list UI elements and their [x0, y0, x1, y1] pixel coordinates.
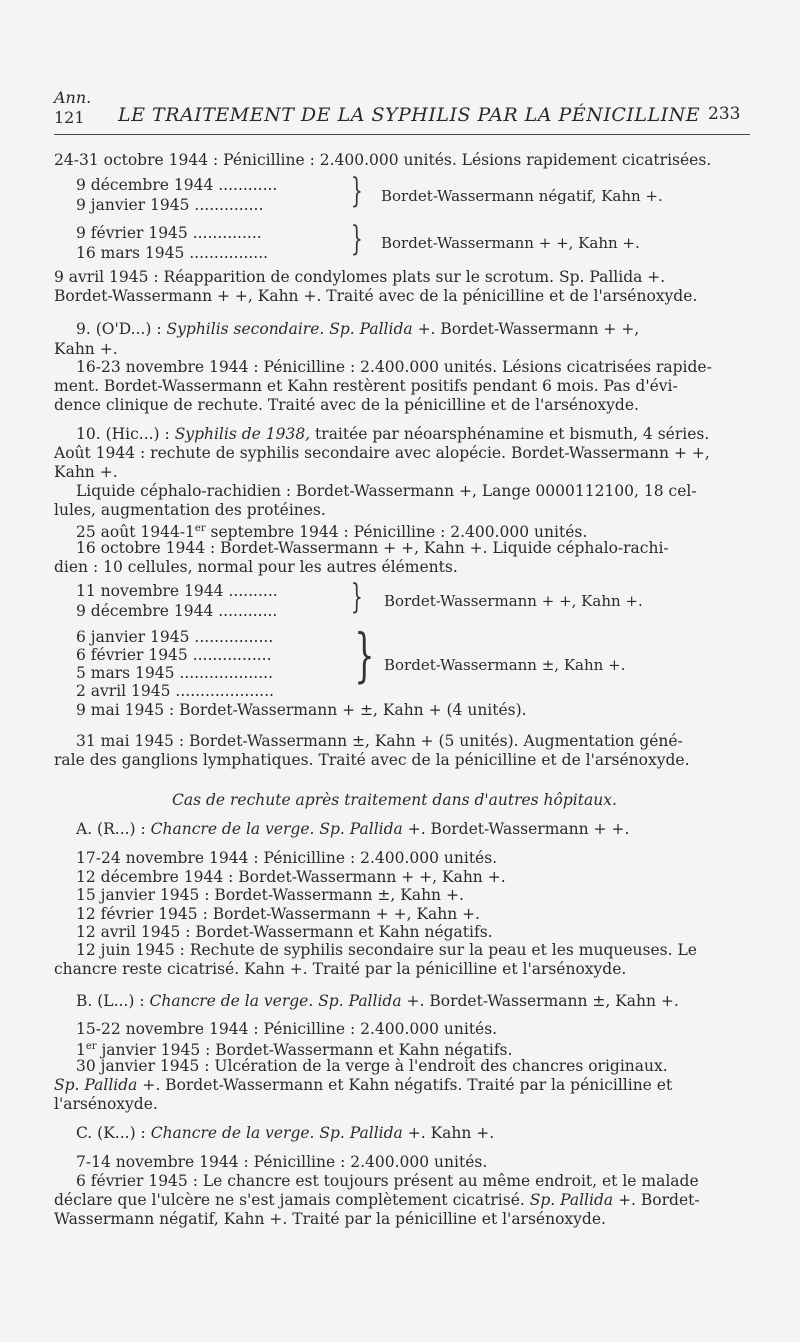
date-entry: 6 février 1945 ................ — [76, 646, 272, 664]
case-number: A. (R...) : — [76, 820, 151, 838]
paragraph-line — [76, 1038, 512, 1059]
ordinal-superscript: er — [85, 1041, 97, 1052]
grouped-result: Bordet-Wassermann + +, Kahn +. — [384, 592, 643, 610]
date-entry: 9 février 1945 .............. — [76, 224, 262, 242]
date-entry: 11 novembre 1944 .......... — [76, 582, 278, 600]
case-heading — [76, 425, 709, 443]
case-heading — [76, 1124, 494, 1142]
case-heading — [76, 320, 639, 338]
line-part: +. Bordet- — [613, 1191, 700, 1209]
date-entry: 5 mars 1945 ................... — [76, 664, 274, 682]
case-diagnosis: Syphilis de 1938, — [174, 425, 311, 443]
paragraph-line: 15-22 novembre 1944 : Pénicilline : 2.400.000 unités. — [76, 1020, 498, 1038]
page-number: 233 — [708, 104, 741, 124]
paragraph-line: Bordet-Wassermann + +, Kahn +. Traité avec de la pénicilline et de l'arsénoxyde. — [54, 287, 698, 305]
grouping-brace: } — [350, 219, 363, 259]
paragraph-line: Wassermann négatif, Kahn +. Traité par la pénicilline et l'arsénoxyde. — [54, 1210, 606, 1228]
case-number: C. (K...) : — [76, 1124, 151, 1142]
paragraph-line — [54, 1076, 672, 1094]
paragraph-line: rale des ganglions lymphatiques. Traité avec de la pénicilline et de l'arsénoxyde. — [54, 751, 690, 769]
running-title: LE TRAITEMENT DE LA SYPHILIS PAR LA PÉNICILLINE — [118, 104, 701, 126]
section-title: Cas de rechute après traitement dans d'autres hôpitaux. — [172, 791, 617, 809]
paragraph-line: 17-24 novembre 1944 : Pénicilline : 2.400.000 unités. — [76, 849, 498, 867]
line-part: Sp. Pallida — [529, 1191, 614, 1209]
paragraph-line — [54, 1191, 700, 1209]
paragraph-line: 9 avril 1945 : Réapparition de condylomes plats sur le scrotum. Sp. Pallida +. — [54, 268, 666, 286]
case-serology: +. Bordet-Wassermann ±, Kahn +. — [401, 992, 679, 1010]
date-entry: 16 mars 1945 ................ — [76, 244, 269, 262]
paragraph-line: 15 janvier 1945 : Bordet-Wassermann ±, Kahn +. — [76, 886, 464, 904]
paragraph-line: 9 mai 1945 : Bordet-Wassermann + ±, Kahn + (4 unités). — [76, 701, 527, 719]
paragraph-line: ment. Bordet-Wassermann et Kahn restèrent positifs pendant 6 mois. Pas d'évi- — [54, 377, 678, 395]
case-diagnosis: Chancre de la verge. Sp. Pallida — [150, 820, 403, 838]
paragraph-line: Août 1944 : rechute de syphilis secondaire avec alopécie. Bordet-Wassermann + +, — [54, 444, 710, 462]
paragraph-line: lules, augmentation des protéines. — [54, 501, 326, 519]
grouping-brace: } — [350, 577, 363, 617]
paragraph-line: 16-23 novembre 1944 : Pénicilline : 2.400.000 unités. Lésions cicatrisées rapide- — [76, 358, 712, 376]
line-part: +. Bordet-Wassermann et Kahn négatifs. Traité par la pénicilline et — [137, 1076, 673, 1094]
paragraph-line: 12 février 1945 : Bordet-Wassermann + +, Kahn +. — [76, 905, 481, 923]
date-entry: 9 décembre 1944 ............ — [76, 602, 278, 620]
line-part: septembre 1944 : Pénicilline : 2.400.000 unités. — [205, 523, 588, 542]
paragraph-line: Kahn +. — [54, 340, 118, 358]
paragraph-line: 12 juin 1945 : Rechute de syphilis secondaire sur la peau et les muqueuses. Le — [76, 941, 697, 959]
paragraph-line: 24-31 octobre 1944 : Pénicilline : 2.400.000 unités. Lésions rapidement cicatrisées. — [54, 151, 712, 169]
grouped-result: Bordet-Wassermann ±, Kahn +. — [384, 656, 626, 674]
case-heading — [76, 820, 629, 838]
paragraph-line: 16 octobre 1944 : Bordet-Wassermann + +, Kahn +. Liquide céphalo-rachi- — [76, 539, 669, 557]
paragraph-line: 7-14 novembre 1944 : Pénicilline : 2.400.000 unités. — [76, 1153, 488, 1171]
date-entry: 9 décembre 1944 ............ — [76, 176, 278, 194]
grouping-brace: } — [350, 171, 363, 211]
paragraph-line: l'arsénoxyde. — [54, 1095, 158, 1113]
case-number: B. (L...) : — [76, 992, 150, 1010]
line-part: janvier 1945 : Bordet-Wassermann et Kahn négatifs. — [96, 1041, 513, 1060]
paragraph-line: 6 février 1945 : Le chancre est toujours présent au même endroit, et le malade — [76, 1172, 699, 1190]
case-diagnosis: Syphilis secondaire. Sp. Pallida — [166, 320, 413, 338]
paragraph-line: 12 décembre 1944 : Bordet-Wassermann + +, Kahn +. — [76, 868, 506, 886]
case-heading — [76, 992, 679, 1010]
case-number: 9. (O'D...) : — [76, 320, 167, 338]
journal-abbreviation: Ann. — [54, 88, 92, 107]
line-part: déclare que l'ulcère ne s'est jamais complètement cicatrisé. — [54, 1191, 530, 1209]
line-part: Sp. Pallida — [54, 1076, 138, 1094]
paragraph-line: Kahn +. — [54, 463, 118, 481]
date-entry: 9 janvier 1945 .............. — [76, 196, 264, 214]
case-treatment: traitée par néoarsphénamine et bismuth, 4 séries. — [310, 425, 710, 443]
paragraph-line: chancre reste cicatrisé. Kahn +. Traité par la pénicilline et l'arsénoxyde. — [54, 960, 627, 978]
case-serology: +. Bordet-Wassermann + +, — [412, 320, 640, 338]
paragraph-line: dence clinique de rechute. Traité avec de la pénicilline et de l'arsénoxyde. — [54, 396, 639, 414]
left-page-reference: 121 — [54, 108, 85, 127]
case-serology: +. Bordet-Wassermann + +. — [402, 820, 630, 838]
case-diagnosis: Chancre de la verge. Sp. Pallida — [149, 992, 402, 1010]
date-entry: 2 avril 1945 .................... — [76, 682, 274, 700]
case-serology: +. Kahn +. — [402, 1124, 495, 1142]
grouped-result: Bordet-Wassermann + +, Kahn +. — [381, 234, 640, 252]
case-diagnosis: Chancre de la verge. Sp. Pallida — [150, 1124, 403, 1142]
paragraph-line: 30 janvier 1945 : Ulcération de la verge à l'endroit des chancres originaux. — [76, 1057, 668, 1075]
ordinal-superscript: er — [194, 523, 206, 534]
header-rule — [54, 134, 750, 135]
paragraph-line: 12 avril 1945 : Bordet-Wassermann et Kahn négatifs. — [76, 923, 493, 941]
case-number: 10. (Hic...) : — [76, 425, 175, 443]
paragraph-line: Liquide céphalo-rachidien : Bordet-Wassermann +, Lange 0000112100, 18 cel- — [76, 482, 697, 500]
paragraph-line: dien : 10 cellules, normal pour les autres éléments. — [54, 558, 458, 576]
grouped-result: Bordet-Wassermann négatif, Kahn +. — [381, 187, 663, 205]
paragraph-line: 31 mai 1945 : Bordet-Wassermann ±, Kahn + (5 unités). Augmentation géné- — [76, 732, 683, 750]
grouping-brace: } — [354, 621, 375, 689]
paragraph-line — [76, 520, 587, 541]
line-part: 1 — [76, 1041, 86, 1060]
line-part: 25 août 1944-1 — [76, 523, 195, 542]
date-entry: 6 janvier 1945 ................ — [76, 628, 274, 646]
